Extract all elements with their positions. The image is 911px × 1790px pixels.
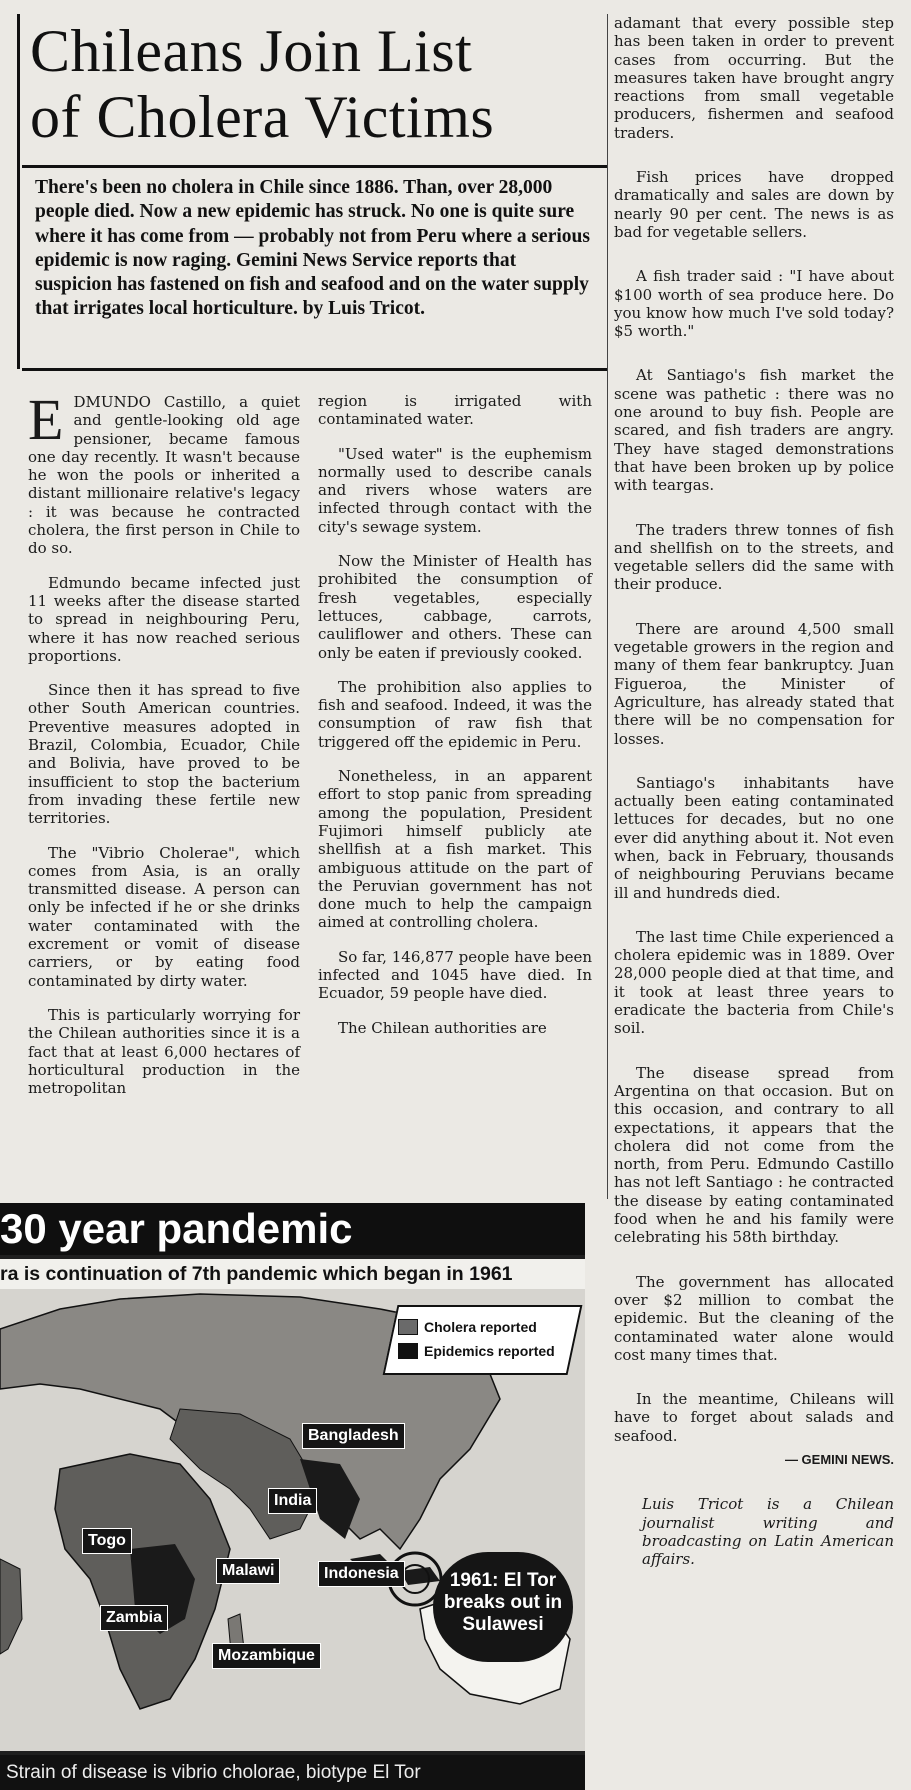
paragraph: Edmundo became infected just 11 weeks after the disease started to spread in neighbouring Peru, where it has now reached serious proportions. <box>28 573 300 665</box>
paragraph: region is irrigated with contaminated water. <box>318 392 592 429</box>
column-divider <box>607 14 608 1199</box>
paragraph: Fish prices have dropped dramatically and sales are down by nearly 90 per cent. The news is as bad for vegetable sellers. <box>614 168 894 241</box>
body-column-2 <box>318 392 592 1053</box>
paragraph: Santiago's inhabitants have actually been eating contaminated lettuces for decades, but no one ever did anything about it. Not even when, back in February, thousands of neighbouring Peruvians became ill and hundreds died. <box>614 773 894 902</box>
paragraph: "Used water" is the euphemism normally used to describe canals and rivers whose waters are infected through contact with the city's sewage system. <box>318 444 592 536</box>
paragraph: The Chilean authorities are <box>338 1018 547 1037</box>
deck-rule <box>22 368 608 371</box>
paragraph: At Santiago's fish market the scene was pathetic : there was no one around to buy fish. People are scared, and fish traders are angry. They have staged demonstrations that have been broken up by police with teargas. <box>614 366 894 495</box>
map-label-indonesia: Indonesia <box>318 1561 405 1587</box>
map-label-india: India <box>268 1488 317 1514</box>
body-column-3 <box>614 14 894 1594</box>
map-legend <box>398 1315 578 1363</box>
paragraph: Now the Minister of Health has prohibited the consumption of fresh vegetables, especially lettuces, cabbage, carrots, cauliflower and others. These can only be eaten if previously cooked. <box>318 552 592 662</box>
paragraph: The traders threw tonnes of fish and shellfish on to the streets, and vegetable sellers did the same with their produce. <box>614 520 894 594</box>
el-tor-callout: 1961: El Tor breaks out in Sulawesi <box>433 1552 573 1662</box>
paragraph: adamant that every possible step has been taken in order to prevent cases from occurring. But the measures taken have brought angry reactions from small vegetable producers, fishermen and seafood traders. <box>614 14 894 142</box>
graphic-footer: Strain of disease is vibrio cholorae, biotype El Tor <box>0 1755 585 1790</box>
graphic-title: 30 year pandemic <box>0 1203 585 1255</box>
author-bio: Luis Tricot is a Chilean journalist writing and broadcasting on Latin American affairs. <box>642 1495 894 1569</box>
paragraph: In the meantime, Chileans will have to forget about salads and seafood. <box>614 1390 894 1445</box>
article-headline <box>30 18 600 150</box>
map-label-bangladesh: Bangladesh <box>302 1423 405 1449</box>
paragraph: The government has allocated over $2 million to combat the epidemic. But the cleaning of the contaminated water alone would cost many times that. <box>614 1272 894 1364</box>
swatch-epidemics <box>398 1343 418 1359</box>
map-label-zambia: Zambia <box>100 1605 168 1631</box>
paragraph: A fish trader said : "I have about $100 worth of sea produce here. Do you know how much I've sold today? $5 worth." <box>614 267 894 341</box>
legend-item-epidemics: Epidemics reported <box>398 1339 578 1363</box>
paragraph: The "Vibrio Cholerae", which comes from Asia, is an orally transmitted disease. A person can only be infected if he or she drinks water contaminated with the excrement or vomit of disease carriers, or by eating food contaminated by dirty water. <box>28 843 300 990</box>
graphic-subtitle: ra is continuation of 7th pandemic which began in 1961 <box>0 1259 585 1289</box>
article-deck: There's been no cholera in Chile since 1886. Than, over 28,000 people died. Now a new epidemic has struck. No one is quite sure where it has come from — probably not from Peru where a serious epidemic is now raging. Gemini News Service reports that suspicion has fastened on fish and seafood and on the water supply that irrigates local horticulture. by Luis Tricot. <box>35 177 590 320</box>
map-label-mozambique: Mozambique <box>212 1643 321 1669</box>
paragraph: The disease spread from Argentina on that occasion. But on this occasion, and contrary to all expectations, it appears that the cholera did not come from the north, from Peru. Edmundo Castillo has not left Santiago : he contracted the disease by eating contaminated food when he and his family were celebrating his 58th birthday. <box>614 1063 894 1247</box>
byline-signoff: — GEMINI NEWS. <box>784 1452 894 1467</box>
paragraph: Since then it has spread to five other South American countries. Preventive measures adopted in Brazil, Colombia, Ecuador, Chile and Bolivia, have proved to be insufficient to stop the bacterium from invading these fertile new territories. <box>28 681 300 828</box>
headline-line-1: Chileans Join List <box>30 18 473 84</box>
paragraph: EDMUNDO Castillo, a quiet and gentle-looking old age pensioner, became famous one day recently. It wasn't because he won the pools or inherited a distant millionaire relative's legacy : it was because he contracted cholera, the first person in Chile to do so. <box>28 387 300 558</box>
swatch-cholera <box>398 1319 418 1335</box>
paragraph: The prohibition also applies to fish and seafood. Indeed, it was the consumption of raw fish that triggered off the epidemic in Peru. <box>318 677 592 751</box>
map-label-togo: Togo <box>82 1528 132 1554</box>
body-column-1 <box>28 387 300 1113</box>
drop-cap: E <box>28 387 64 452</box>
paragraph: The last time Chile experienced a cholera epidemic was in 1889. Over 28,000 people died at that time, and it took at least three years to eradicate the bacteria from Chile's soil. <box>614 927 894 1038</box>
headline-line-2: of Cholera Victims <box>30 84 495 150</box>
left-border-rule <box>17 14 20 369</box>
legend-item-cholera: Cholera reported <box>398 1315 578 1339</box>
map-label-malawi: Malawi <box>216 1558 280 1584</box>
paragraph: There are around 4,500 small vegetable growers in the region and many of them fear bankruptcy. Juan Figueroa, the Minister of Agriculture, has already stated that there will be no compensation for losses. <box>614 619 894 748</box>
pandemic-map-graphic <box>0 1203 585 1790</box>
paragraph: So far, 146,877 people have been infected and 1045 have died. In Ecuador, 59 people have died. <box>318 947 592 1003</box>
headline-rule <box>22 165 608 168</box>
paragraph: This is particularly worrying for the Chilean authorities since it is a fact that at least 6,000 hectares of horticultural production in the metropolitan <box>28 1005 300 1098</box>
paragraph: Nonetheless, in an apparent effort to stop panic from spreading among the population, President Fujimori himself publicly ate shellfish at a fish market. This ambiguous attitude on the part of the Peruvian government has not done much to help the campaign aimed at controlling cholera. <box>318 767 592 932</box>
